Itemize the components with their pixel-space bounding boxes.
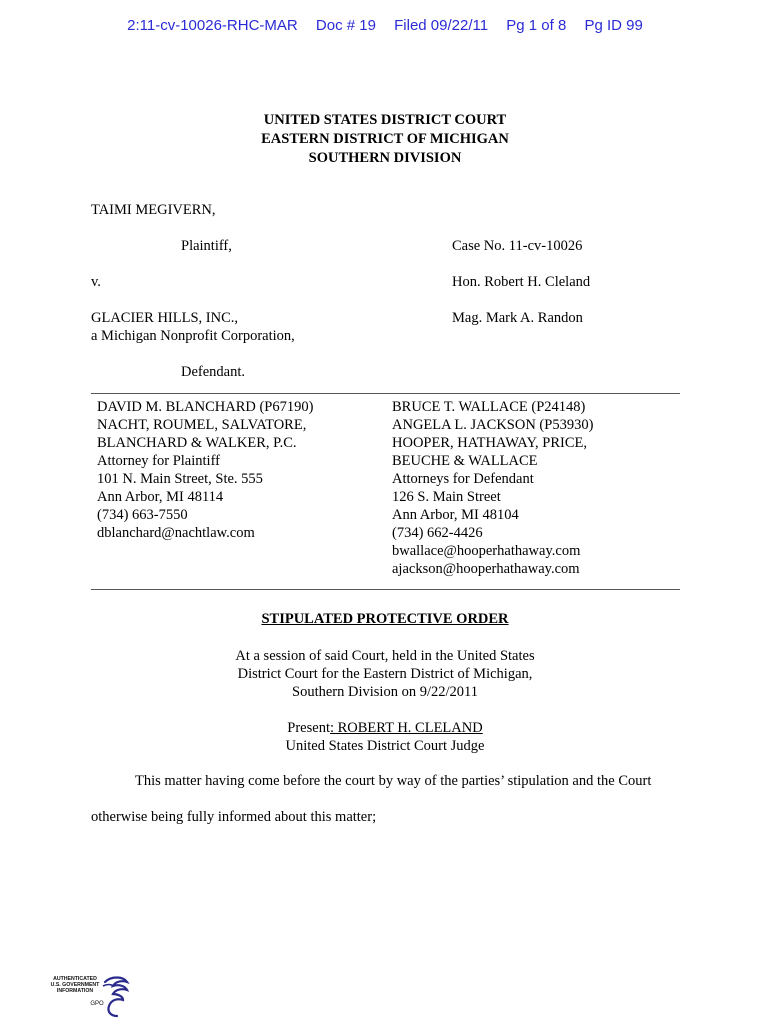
court-heading — [0, 111, 770, 168]
court-district: EASTERN DISTRICT OF MICHIGAN — [261, 131, 509, 147]
counsel-line: dblanchard@nachtlaw.com — [97, 525, 255, 541]
counsel-line: ANGELA L. JACKSON (P53930) — [392, 417, 594, 433]
counsel-line: Ann Arbor, MI 48104 — [392, 507, 519, 523]
session-line: District Court for the Eastern District of Michigan, — [237, 666, 533, 682]
counsel-line: BLANCHARD & WALKER, P.C. — [97, 435, 297, 451]
judge-name: Hon. Robert H. Cleland — [452, 274, 591, 290]
judge-title: United States District Court Judge — [285, 738, 485, 754]
versus: v. — [91, 274, 101, 290]
filing-header — [0, 17, 770, 34]
body-paragraph-line: otherwise being fully informed about this matter; — [91, 809, 377, 825]
session-statement — [0, 647, 770, 701]
counsel-line: NACHT, ROUMEL, SALVATORE, — [97, 417, 307, 433]
magistrate-name: Mag. Mark A. Randon — [452, 310, 583, 326]
counsel-line: BEUCHE & WALLACE — [392, 453, 538, 469]
plaintiff-role: Plaintiff, — [181, 238, 232, 254]
seal-text: AUTHENTICATED U.S. GOVERNMENT INFORMATION — [50, 976, 100, 994]
session-line: Southern Division on 9/22/2011 — [292, 684, 478, 700]
defendant-description: a Michigan Nonprofit Corporation, — [91, 328, 295, 344]
gpo-authentication-seal — [43, 974, 133, 1018]
defendant-counsel-block — [392, 398, 593, 578]
order-title: STIPULATED PROTECTIVE ORDER — [261, 611, 509, 627]
counsel-line: Ann Arbor, MI 48114 — [97, 489, 224, 505]
seal-gpo-text: GPO — [90, 1001, 104, 1007]
eagle-icon — [101, 974, 131, 1018]
counsel-line: Attorneys for Defendant — [392, 471, 534, 487]
court-name: UNITED STATES DISTRICT COURT — [263, 112, 507, 128]
case-number: Case No. 11-cv-10026 — [452, 238, 583, 254]
present-judge-name: : ROBERT H. CLELAND — [329, 720, 483, 736]
plaintiff-counsel-block — [97, 398, 313, 542]
divider-bottom — [91, 589, 680, 590]
counsel-line: (734) 663-7550 — [97, 507, 188, 523]
counsel-line: HOOPER, HATHAWAY, PRICE, — [392, 435, 588, 451]
counsel-line: 101 N. Main Street, Ste. 555 — [97, 471, 263, 487]
presiding-judge — [0, 719, 770, 755]
session-line: At a session of said Court, held in the United States — [235, 648, 535, 664]
counsel-line: DAVID M. BLANCHARD (P67190) — [97, 399, 314, 415]
header-page-count: Pg 1 of 8 — [506, 17, 567, 34]
header-doc-number: Doc # 19 — [315, 17, 376, 34]
counsel-line: bwallace@hooperhathaway.com — [392, 543, 581, 559]
defendant-role: Defendant. — [181, 364, 246, 380]
counsel-line: 126 S. Main Street — [392, 489, 501, 505]
present-label: Present — [287, 720, 330, 736]
counsel-line: BRUCE T. WALLACE (P24148) — [392, 399, 586, 415]
header-page-id: Pg ID 99 — [584, 17, 643, 34]
counsel-line: ajackson@hooperhathaway.com — [392, 561, 580, 577]
counsel-line: Attorney for Plaintiff — [97, 453, 220, 469]
defendant-name: GLACIER HILLS, INC., — [91, 310, 239, 326]
body-paragraph-line: This matter having come before the court by way of the parties’ stipulation and the Court — [135, 773, 652, 789]
header-case-number: 2:11-cv-10026-RHC-MAR — [127, 17, 298, 34]
divider-top — [91, 393, 680, 394]
header-filed-date: Filed 09/22/11 — [394, 17, 489, 34]
plaintiff-name: TAIMI MEGIVERN, — [91, 202, 216, 218]
court-division: SOUTHERN DIVISION — [308, 150, 462, 166]
counsel-line: (734) 662-4426 — [392, 525, 483, 541]
